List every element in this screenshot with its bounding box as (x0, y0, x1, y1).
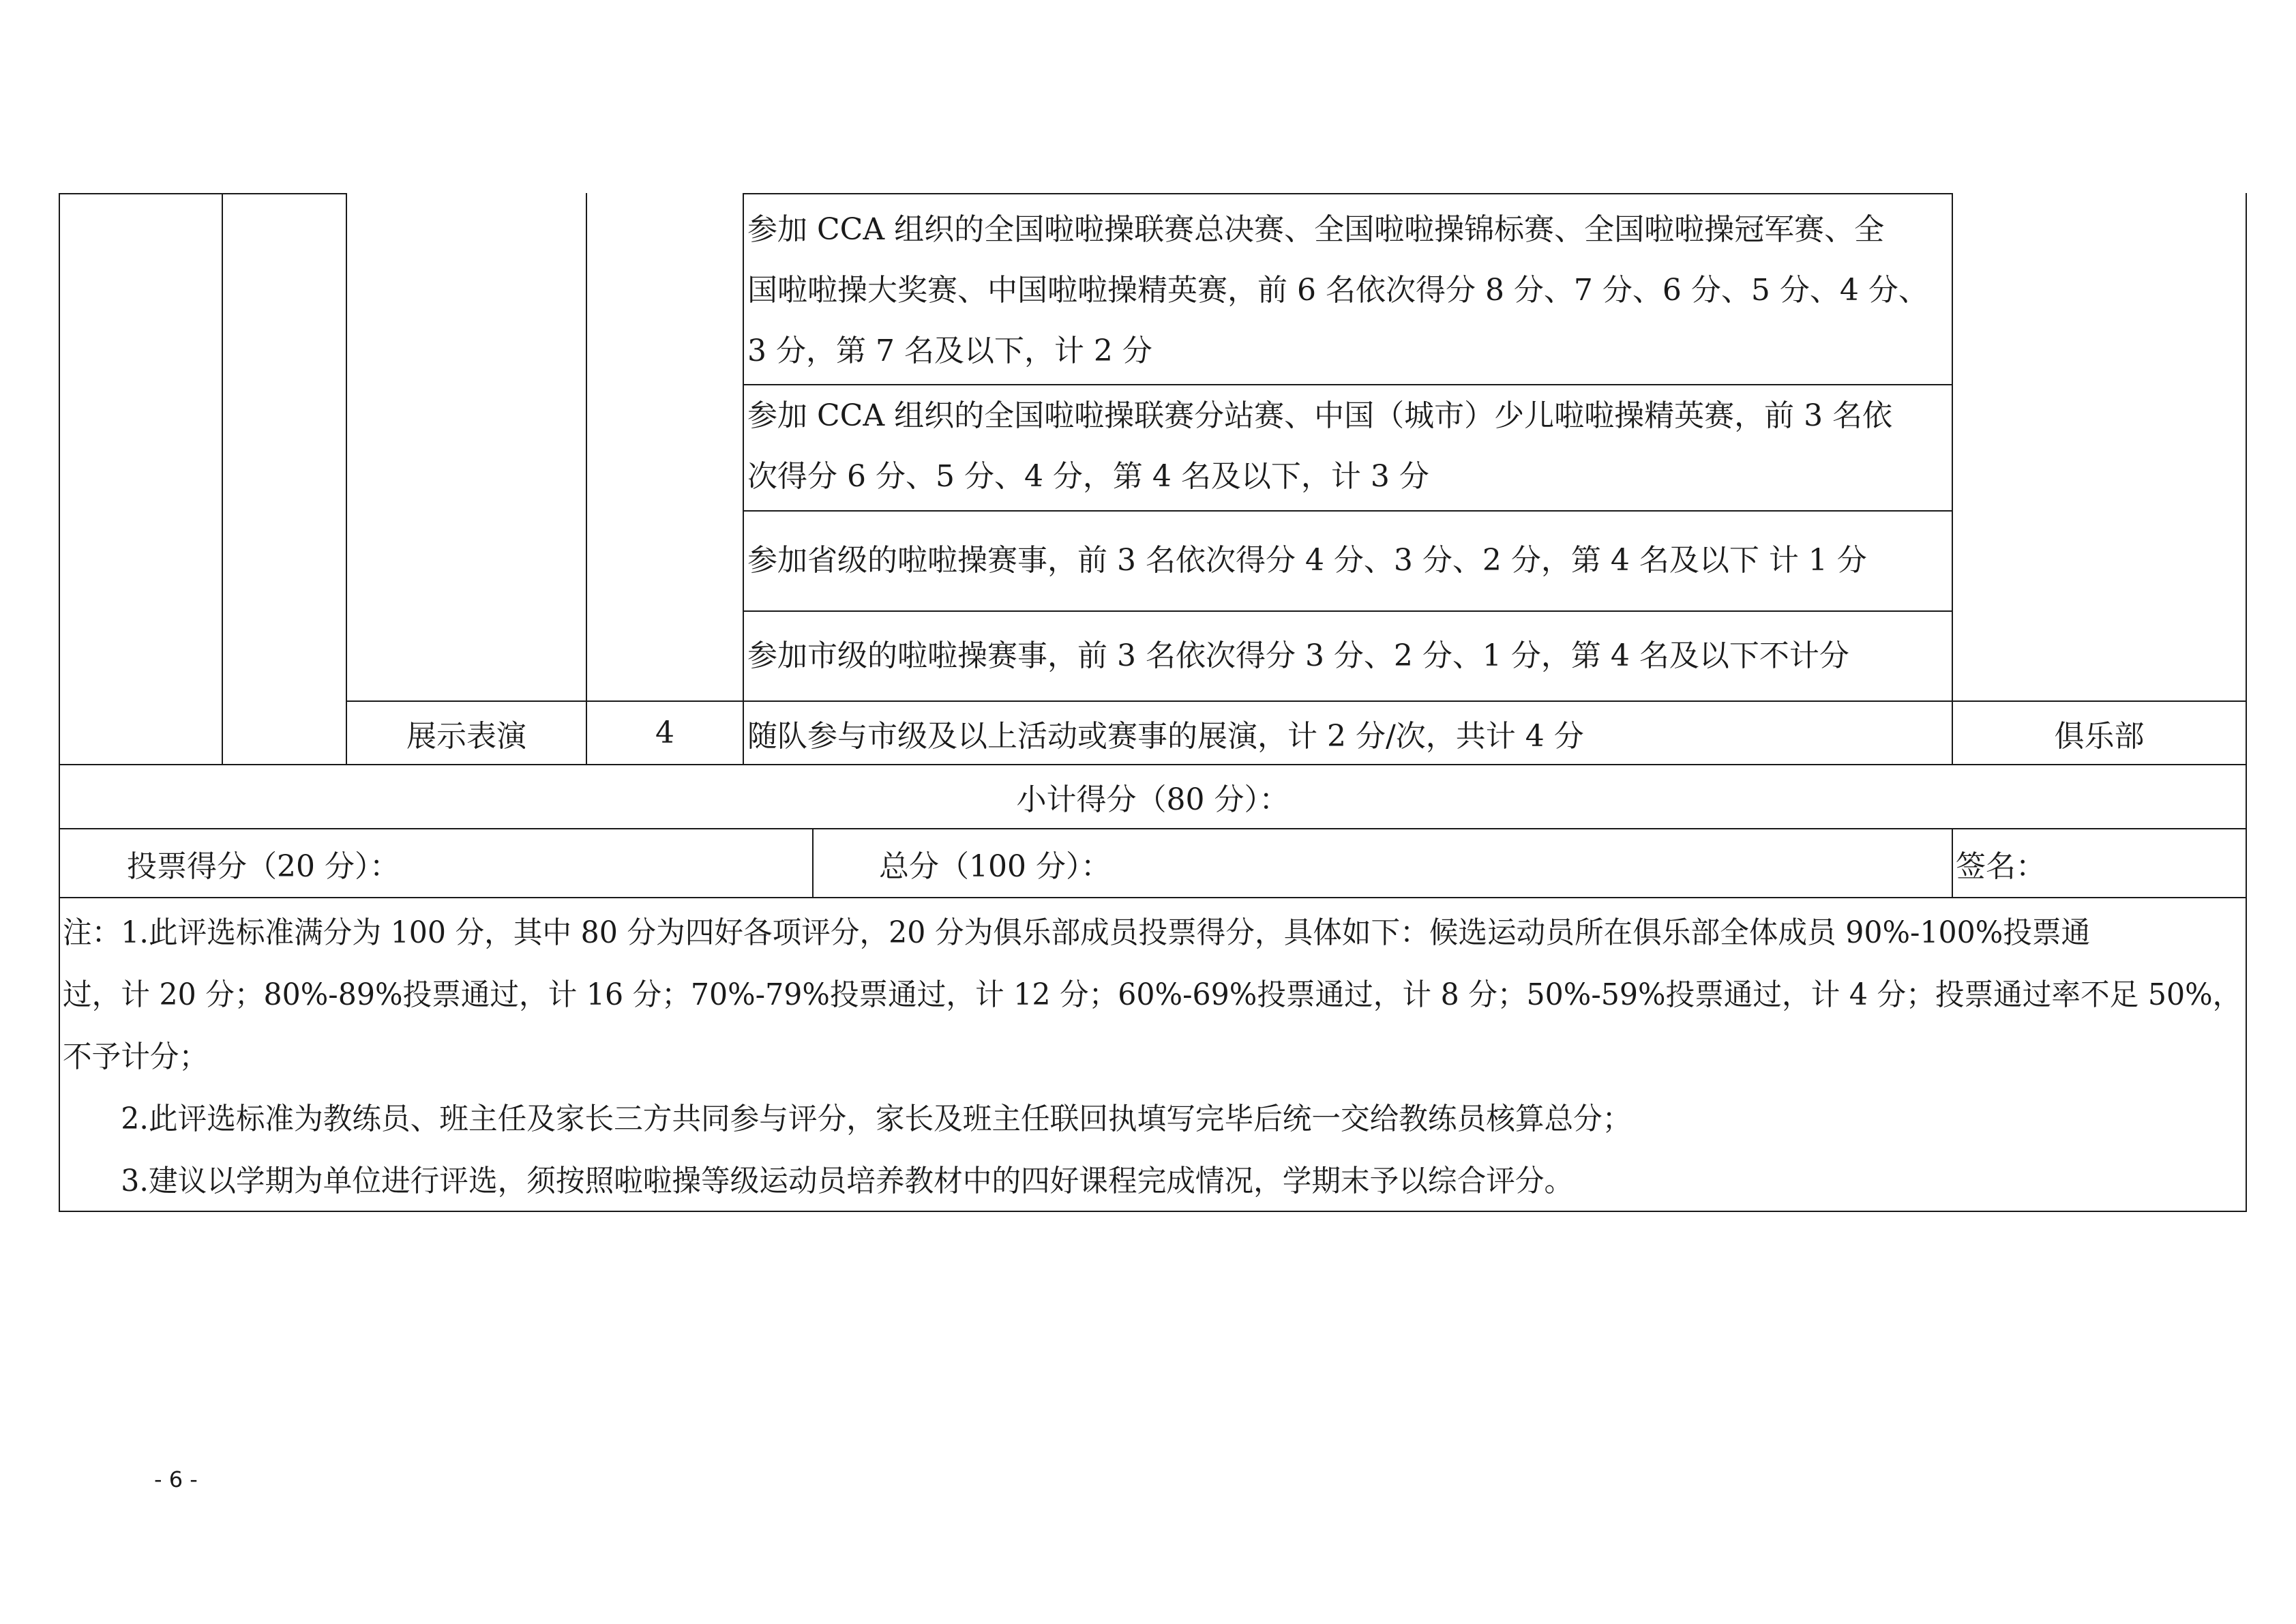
table-rule (743, 510, 1953, 512)
criteria-row (747, 625, 1849, 686)
criteria-row (747, 199, 1928, 381)
table-rule (59, 193, 346, 194)
criteria-line: 次得分 6 分、5 分、4 分，第 4 名及以下，计 3 分 (747, 459, 1429, 494)
criteria-line: 参加省级的啦啦操赛事，前 3 名依次得分 4 分、3 分、2 分，第 4 名及以下 计 1 分 (747, 543, 1867, 578)
performance-points: 4 (655, 715, 674, 750)
total-score-label: 总分（100 分）： (879, 848, 1111, 884)
performance-criteria: 随队参与市级及以上活动或赛事的展演，计 2 分/次，共计 4 分 (747, 718, 1584, 754)
note-line: 注：1.此评选标准满分为 100 分，其中 80 分为四好各项评分，20 分为俱乐部成员投票得分，具体如下：候选运动员所在俱乐部全体成员 90%-100%投票通 (63, 915, 2091, 950)
subtotal-label: 小计得分（80 分）： (1016, 782, 1289, 817)
criteria-line: 参加市级的啦啦操赛事，前 3 名依次得分 3 分、2 分、1 分，第 4 名及以下不计分 (747, 638, 1849, 673)
criteria-row (747, 530, 1867, 591)
criteria-line: 3 分，第 7 名及以下，计 2 分 (747, 334, 1152, 368)
criteria-row (747, 385, 1892, 507)
table-rule (743, 193, 744, 765)
note-line: 2.此评选标准为教练员、班主任及家长三方共同参与评分，家长及班主任联回执填写完毕后统一交给教练员核算总分； (121, 1102, 1632, 1136)
note-line: 不予计分； (63, 1039, 209, 1074)
table-rule (812, 828, 814, 898)
vote-score-label: 投票得分（20 分）： (127, 848, 400, 884)
signature-label: 签名： (1956, 848, 2046, 884)
note-line: 3.建议以学期为单位进行评选，须按照啦啦操等级运动员培养教材中的四好课程完成情况，学期末予以综合评分。 (121, 1164, 1574, 1198)
page-number: - 6 - (154, 1466, 198, 1492)
table-rule (743, 193, 1953, 194)
criteria-line: 参加 CCA 组织的全国啦啦操联赛总决赛、全国啦啦操锦标赛、全国啦啦操冠军赛、全 (747, 212, 1885, 247)
performance-evaluator: 俱乐部 (2054, 718, 2145, 754)
table-rule (1952, 193, 1953, 765)
note-line: 过，计 20 分；80%-89%投票通过，计 16 分；70%-79%投票通过，计 12 分；60%-69%投票通过，计 8 分；50%-59%投票通过，计 4 分；投票通过率不足 50%， (63, 977, 2242, 1012)
table-rule (1952, 828, 1953, 898)
criteria-line: 国啦啦操大奖赛、中国啦啦操精英赛，前 6 名依次得分 8 分、7 分、6 分、5 分、4 分、 (747, 273, 1928, 308)
table-rule (59, 897, 2247, 898)
notes (63, 902, 2296, 1212)
table-rule (346, 193, 347, 765)
table-rule (59, 193, 60, 1212)
table-rule (743, 610, 1953, 612)
table-rule (586, 193, 587, 765)
table-rule (222, 193, 223, 765)
criteria-line: 参加 CCA 组织的全国啦啦操联赛分站赛、中国（城市）少儿啦啦操精英赛，前 3 名依 (747, 398, 1893, 433)
performance-item: 展示表演 (406, 718, 526, 754)
